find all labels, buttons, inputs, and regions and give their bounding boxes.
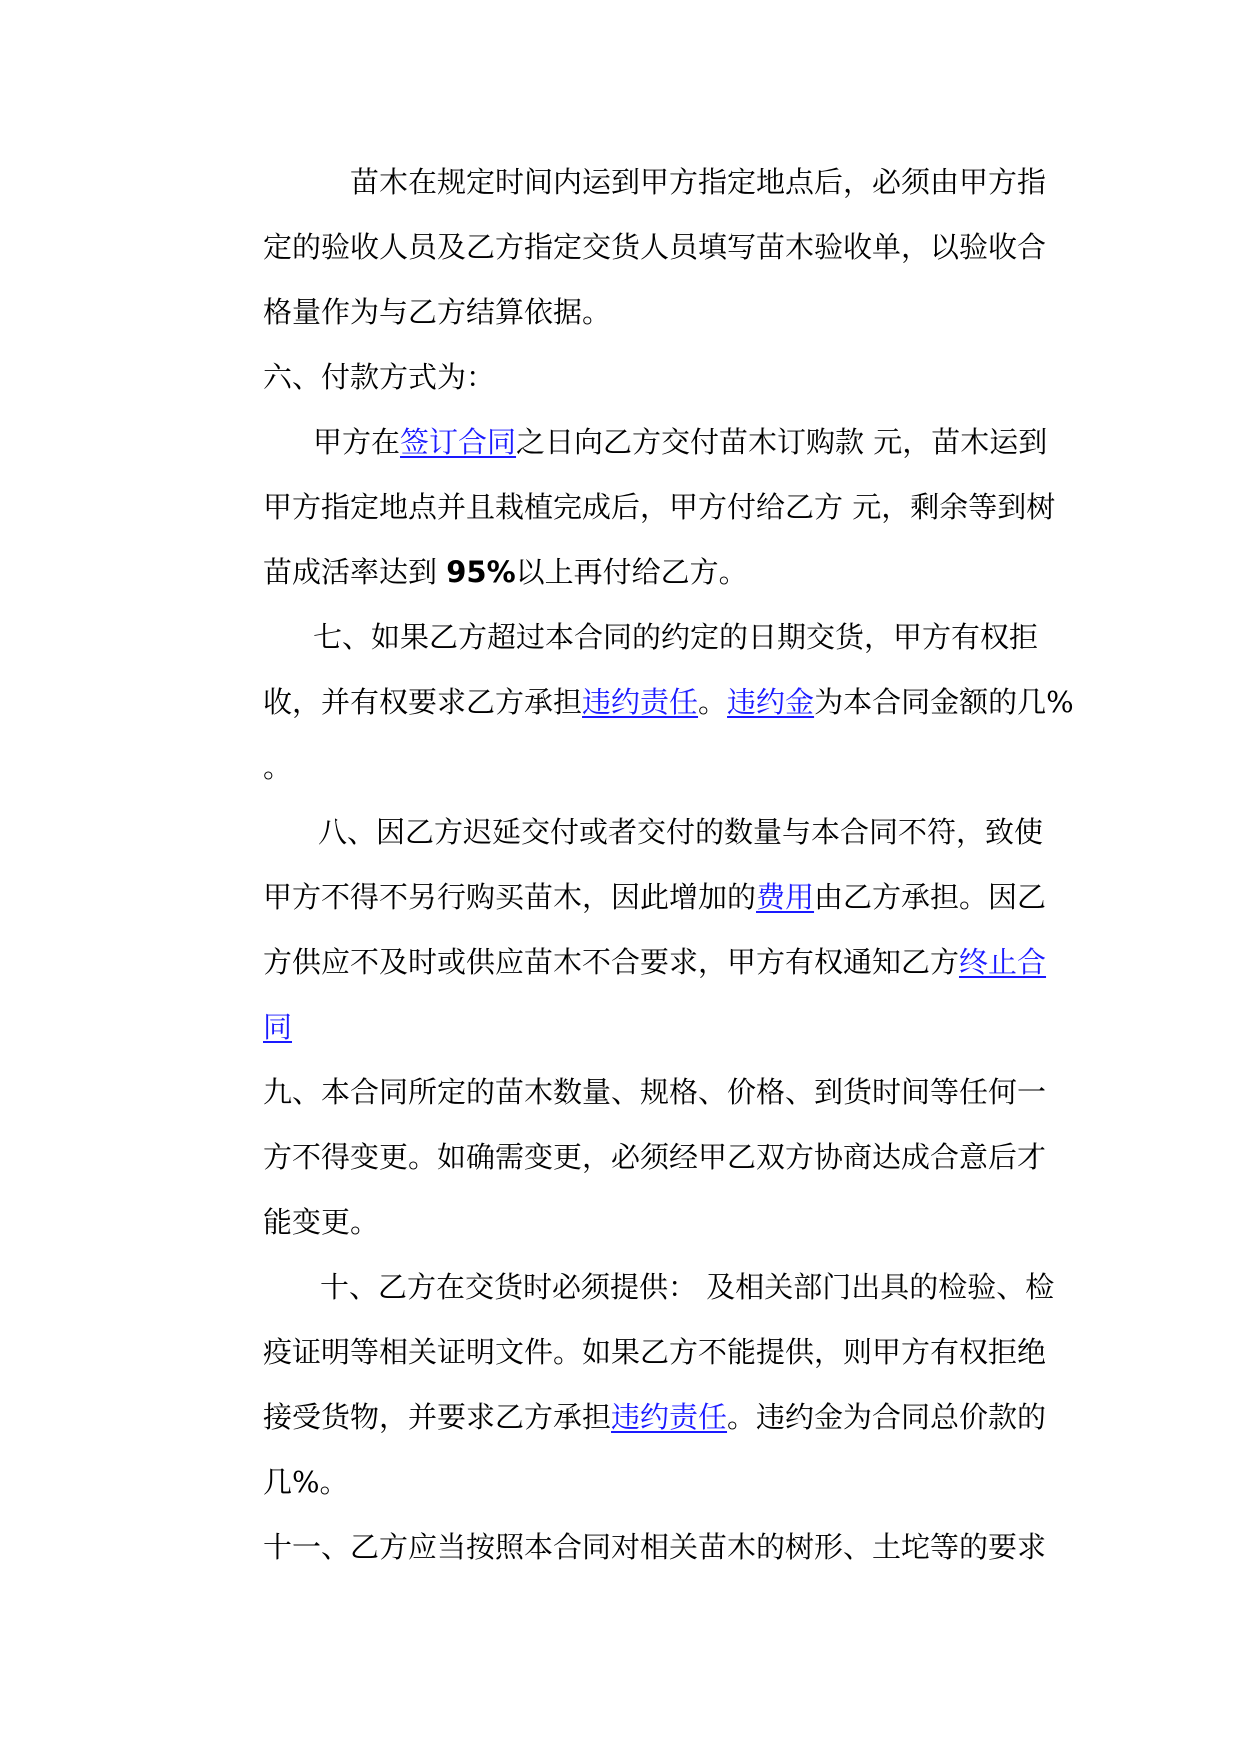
text: 格量作为与乙方结算依据。 [263, 295, 612, 329]
link-breach-liability-2[interactable]: 违约责任 [611, 1400, 728, 1434]
paragraph-line [263, 540, 1083, 605]
text: 接受货物，并要求乙方承担 [263, 1400, 612, 1434]
text: 七、如果乙方超过本合同的约定的日期交货，甲方有权拒 [313, 620, 1039, 654]
text: 。 [263, 750, 293, 784]
link-sign-contract[interactable]: 签订合同 [400, 425, 517, 459]
paragraph-line [263, 410, 1083, 475]
paragraph-line [263, 1385, 1083, 1450]
document-page [263, 150, 1083, 1580]
paragraph-line [263, 605, 1083, 670]
text: 为本合同金额的几% [814, 685, 1074, 719]
text: 定的验收人员及乙方指定交货人员填写苗木验收单，以验收合 [263, 230, 1047, 264]
text: 苗成活率达到 [263, 555, 447, 589]
text: 八、因乙方迟延交付或者交付的数量与本合同不符，致使 [318, 815, 1044, 849]
paragraph-line [263, 215, 1083, 280]
paragraph-line [263, 995, 1083, 1060]
paragraph-line [263, 280, 1083, 345]
link-expenses[interactable]: 费用 [756, 880, 815, 914]
text: 几%。 [263, 1465, 349, 1499]
text: 之日向乙方交付苗木订购款 元，苗木运到 [516, 425, 1048, 459]
paragraph-line [263, 1255, 1083, 1320]
paragraph-line [263, 475, 1083, 540]
link-penalty[interactable]: 违约金 [727, 685, 815, 719]
percentage-value: 95% [446, 555, 516, 589]
text: 。违约金为合同总价款的 [727, 1400, 1047, 1434]
text: 六、付款方式为： [263, 360, 496, 394]
paragraph-line [263, 150, 1083, 215]
paragraph-line [263, 800, 1083, 865]
text: 甲方在 [313, 425, 401, 459]
link-terminate-contract[interactable]: 终止合 [959, 945, 1047, 979]
text: 九、本合同所定的苗木数量、规格、价格、到货时间等任何一 [263, 1075, 1047, 1109]
text: 。 [698, 685, 728, 719]
paragraph-line [263, 930, 1083, 995]
text: 十一、乙方应当按照本合同对相关苗木的树形、土坨等的要求 [263, 1530, 1047, 1564]
text: 甲方不得不另行购买苗木，因此增加的 [263, 880, 757, 914]
paragraph-line [263, 1060, 1083, 1125]
paragraph-line [263, 1190, 1083, 1255]
text: 苗木在规定时间内运到甲方指定地点后，必须由甲方指 [350, 165, 1047, 199]
link-breach-liability[interactable]: 违约责任 [582, 685, 699, 719]
text: 能变更。 [263, 1205, 380, 1239]
paragraph-line [263, 735, 1083, 800]
text: 甲方指定地点并且栽植完成后，甲方付给乙方 元，剩余等到树 [263, 490, 1056, 524]
link-terminate-contract-cont[interactable]: 同 [263, 1010, 293, 1044]
paragraph-line [263, 1515, 1083, 1580]
paragraph-line [263, 670, 1083, 735]
text: 疫证明等相关证明文件。如果乙方不能提供，则甲方有权拒绝 [263, 1335, 1047, 1369]
paragraph-line [263, 1125, 1083, 1190]
text: 以上再付给乙方。 [515, 555, 748, 589]
text: 十、乙方在交货时必须提供： 及相关部门出具的检验、检 [320, 1270, 1055, 1304]
text: 方供应不及时或供应苗木不合要求，甲方有权通知乙方 [263, 945, 960, 979]
text: 由乙方承担。因乙 [814, 880, 1047, 914]
text: 收，并有权要求乙方承担 [263, 685, 583, 719]
paragraph-line [263, 1320, 1083, 1385]
paragraph-line [263, 865, 1083, 930]
section-heading-six [263, 345, 1083, 410]
paragraph-line [263, 1450, 1083, 1515]
text: 方不得变更。如确需变更，必须经甲乙双方协商达成合意后才 [263, 1140, 1047, 1174]
